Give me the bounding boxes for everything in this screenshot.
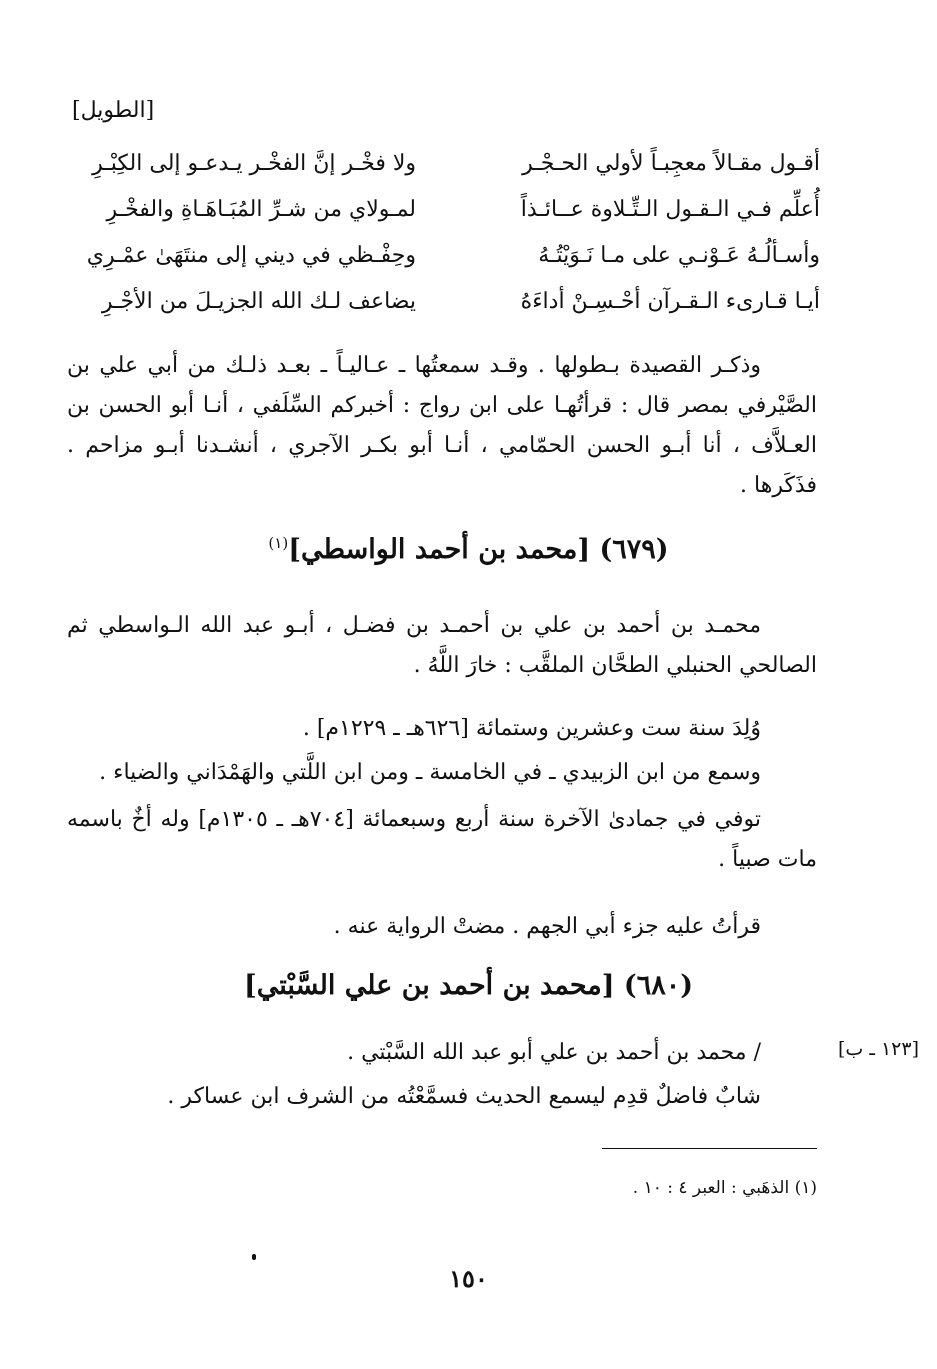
verse-line (66, 232, 820, 278)
entry-heading-679 (0, 534, 937, 565)
verse-second-hemistich: ولا فخْـر إنَّ الفخْـر يـدعـو إلى الكِبْـرِ (92, 150, 416, 176)
verse-second-hemistich: لمـولاي من شـرِّ المُبَـاهَـاةِ والفخْـرِ (106, 196, 416, 222)
line-entry-680-desc: شابٌ فاضلٌ قدِم ليسمع الحديث فسمَّعْتُه من الشرف ابن عساكر . (167, 1084, 761, 1109)
line-reading: قرأتُ عليه جزء أبي الجهم . مضتْ الرواية عنه . (333, 914, 761, 939)
manuscript-folio-note: [١٢٣ ـ ب] (838, 1038, 919, 1060)
verse-first-hemistich: أقـول مقـالاً معجِبـاً لأولي الحـجْـر (522, 150, 820, 176)
poem-verses (66, 140, 820, 324)
paragraph-entry-679-name: محمـد بن أحمد بن علي بن أحمـد بن فضـل ، أبـو عبد الله الـواسطي ثم الصالحي الحنبلي الطحَّان الملقَّب : خارَ اللَّهُ . (67, 613, 817, 678)
verse-line (66, 278, 820, 324)
verse-line (66, 140, 820, 186)
line-entry-680-name: / محمد بن أحمد بن علي أبو عبد الله السَّبْتي . (347, 1040, 761, 1065)
entry-heading-680 (0, 970, 937, 1001)
ink-speck (252, 1254, 256, 1260)
verse-line (66, 186, 820, 232)
entry-heading-text: (٦٨٠) [محمد بن أحمد بن علي السَّبْتي] (244, 970, 693, 1001)
poem-meter-label: [الطويل] (72, 98, 155, 123)
paragraph-qasida-transmission: وذكـر القصيدة بـطولها . وقـد سمعتُها ـ عـاليـاً ـ بعـد ذلـك من أبي علي بن الصَّيْرفي بمصر قال : قرأتُهـا على ابن رواج : أخبركم السِّلَفي ، أنـا أبو الحسن بن العـلاَّف ، أنا أبـو الحسن الحمّامي ، أنـا أبو بكـر الآجري ، أنشـدنا أبـو مزاحم . فذَكَرها . (67, 353, 817, 498)
footnote: (١) الذهَبي : العبر ٤ : ١٠ . (632, 1178, 817, 1198)
verse-second-hemistich: وحِفْـظي في ديني إلى منتَهَىٰ عمْـرِي (86, 242, 416, 268)
line-hearing: وسمع من ابن الزبيدي ـ في الخامسة ـ ومن ابن اللَّتي والهَمْدَاني والضياء . (99, 760, 761, 785)
entry-heading-text: (٦٧٩) [محمد بن أحمد الواسطي] (288, 534, 669, 565)
page-number: ١٥٠ (449, 1264, 488, 1293)
paragraph-death: توفي في جمادىٰ الآخرة سنة أربع وسبعمائة [٧٠٤هـ ـ ١٣٠٥م] وله أخٌ باسمه مات صبياً . (67, 807, 817, 872)
footnote-reference: (١) (268, 534, 289, 552)
verse-first-hemistich: وأسـألُـهُ عَـوْنـي على مـا نَـوَيْتُـهُ (538, 242, 820, 268)
line-birth: وُلِدَ سنة ست وعشرين وستمائة [٦٢٦هـ ـ ١٢٢٩م] . (302, 716, 761, 741)
verse-first-hemistich: أُعلِّم فـي الـقـول الـتِّـلاوة عــائـذاً (520, 196, 820, 222)
verse-first-hemistich: أيـا قـارىء الـقـرآن أحْـسِـنْ أداءَهُ (520, 288, 820, 314)
verse-second-hemistich: يضاعف لـك الله الجزيـلَ من الأجْـرِ (101, 288, 416, 314)
footnote-divider (602, 1148, 817, 1149)
